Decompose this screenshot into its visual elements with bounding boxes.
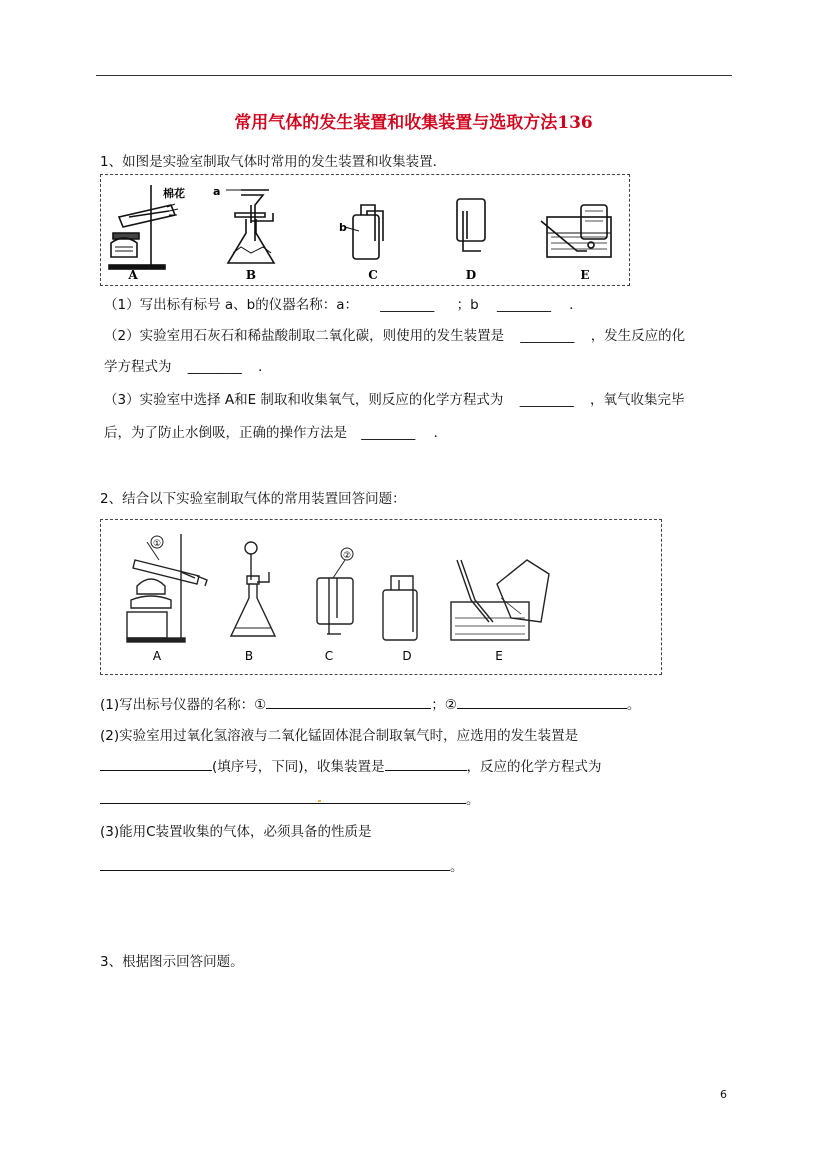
- q2-part2: (2)实验室用过氧化氢溶液与二氧化锰固体混合制取氧气时，应选用的发生装置是: [100, 728, 579, 744]
- q1-part3b: [104, 421, 447, 441]
- q2-p1-end: 。: [626, 697, 641, 713]
- q1-p2b-end: ．: [258, 359, 272, 375]
- q1-part1: [104, 293, 583, 313]
- q1-p1-pre: （1）写出标有标号 a、b的仪器名称：a：: [104, 297, 358, 313]
- q2-p2-blank-equation[interactable]: [100, 791, 466, 804]
- q1-p2b-blank[interactable]: ________: [187, 359, 242, 375]
- q2-fig-label-c: C: [324, 649, 334, 663]
- q1-part2: [104, 324, 685, 344]
- q1-figure: [100, 174, 630, 286]
- q2-fig-label-d: D: [402, 649, 412, 663]
- q2-part2b: [100, 755, 602, 775]
- q2-p2-blank-collect[interactable]: [385, 758, 467, 771]
- stray-mark: [318, 800, 321, 802]
- q1-fig-label-e: E: [580, 268, 590, 282]
- q2-p1-pre: (1)写出标号仪器的名称：①: [100, 697, 267, 713]
- q1-part2b: [104, 355, 272, 375]
- q2-part2c: [100, 788, 480, 808]
- q2-p2b-mid1: (填序号，下同)，收集装置是: [212, 759, 385, 775]
- q1-p2-post: ，发生反应的化: [590, 328, 686, 344]
- q1-fig-label-d: D: [465, 268, 477, 282]
- mark-b: b: [339, 221, 347, 234]
- q2-p1-blank1[interactable]: [266, 696, 431, 709]
- q1-p2-pre: （2）实验室用石灰石和稀盐酸制取二氧化碳，则使用的发生装置是: [104, 328, 505, 344]
- q1-p1-mid: ；b: [456, 297, 479, 313]
- q1-p1-blank2[interactable]: ________: [496, 297, 551, 313]
- q1-p3-post: ，氧气收集完毕: [590, 392, 685, 408]
- q1-fig-label-a: A: [128, 268, 138, 282]
- q1-p3-pre: （3）实验室中选择 A和E 制取和收集氧气，则反应的化学方程式为: [104, 392, 504, 408]
- mark-1: ①: [152, 539, 162, 549]
- q1-p3-blank[interactable]: ________: [519, 392, 574, 408]
- q1-part3: [104, 388, 685, 408]
- cotton-label: 棉花: [163, 187, 185, 200]
- q2-p2c-end: 。: [466, 792, 480, 808]
- page-number: 6: [720, 1088, 727, 1101]
- q1-p3b-end: ．: [433, 425, 448, 441]
- q2-part3b: [100, 855, 464, 875]
- q2-part1: [100, 693, 640, 713]
- q1-p1-blank1[interactable]: ________: [380, 297, 435, 313]
- q2-p3-blank[interactable]: [100, 858, 450, 871]
- q1-fig-label-b: B: [245, 268, 257, 282]
- q2-fig-label-e: E: [495, 649, 503, 663]
- q1-stem: 1、如图是实验室制取气体时常用的发生装置和收集装置．: [100, 154, 447, 170]
- q2-p1-blank2[interactable]: [457, 696, 627, 709]
- q1-p2b-pre: 学方程式为: [104, 359, 172, 375]
- q3-stem: 3、根据图示回答问题。: [100, 954, 244, 970]
- q2-fig-label-a: A: [152, 649, 162, 663]
- q2-stem: 2、结合以下实验室制取气体的常用装置回答问题：: [100, 491, 406, 507]
- q1-p3b-pre: 后，为了防止水倒吸，正确的操作方法是: [104, 425, 347, 441]
- q2-figure: [100, 519, 662, 675]
- mark-a: a: [213, 185, 221, 198]
- q2-part3: (3)能用C装置收集的气体，必须具备的性质是: [100, 824, 372, 840]
- q1-p2-blank[interactable]: ________: [520, 328, 575, 344]
- mark-2: ②: [342, 551, 352, 561]
- q1-fig-label-c: C: [368, 268, 378, 282]
- q1-p3b-blank[interactable]: ________: [361, 425, 416, 441]
- q2-fig-label-b: B: [244, 649, 254, 663]
- q2-p2b-mid2: ，反应的化学方程式为: [466, 759, 602, 775]
- q2-p3b-end: 。: [450, 859, 464, 875]
- q1-p1-end: ．: [569, 297, 583, 313]
- header-rule: [96, 75, 732, 76]
- q2-p2-blank-device[interactable]: [100, 758, 212, 771]
- page-title: 常用气体的发生装置和收集装置与选取方法136: [234, 113, 593, 133]
- q2-p1-mid: ；②: [431, 697, 457, 713]
